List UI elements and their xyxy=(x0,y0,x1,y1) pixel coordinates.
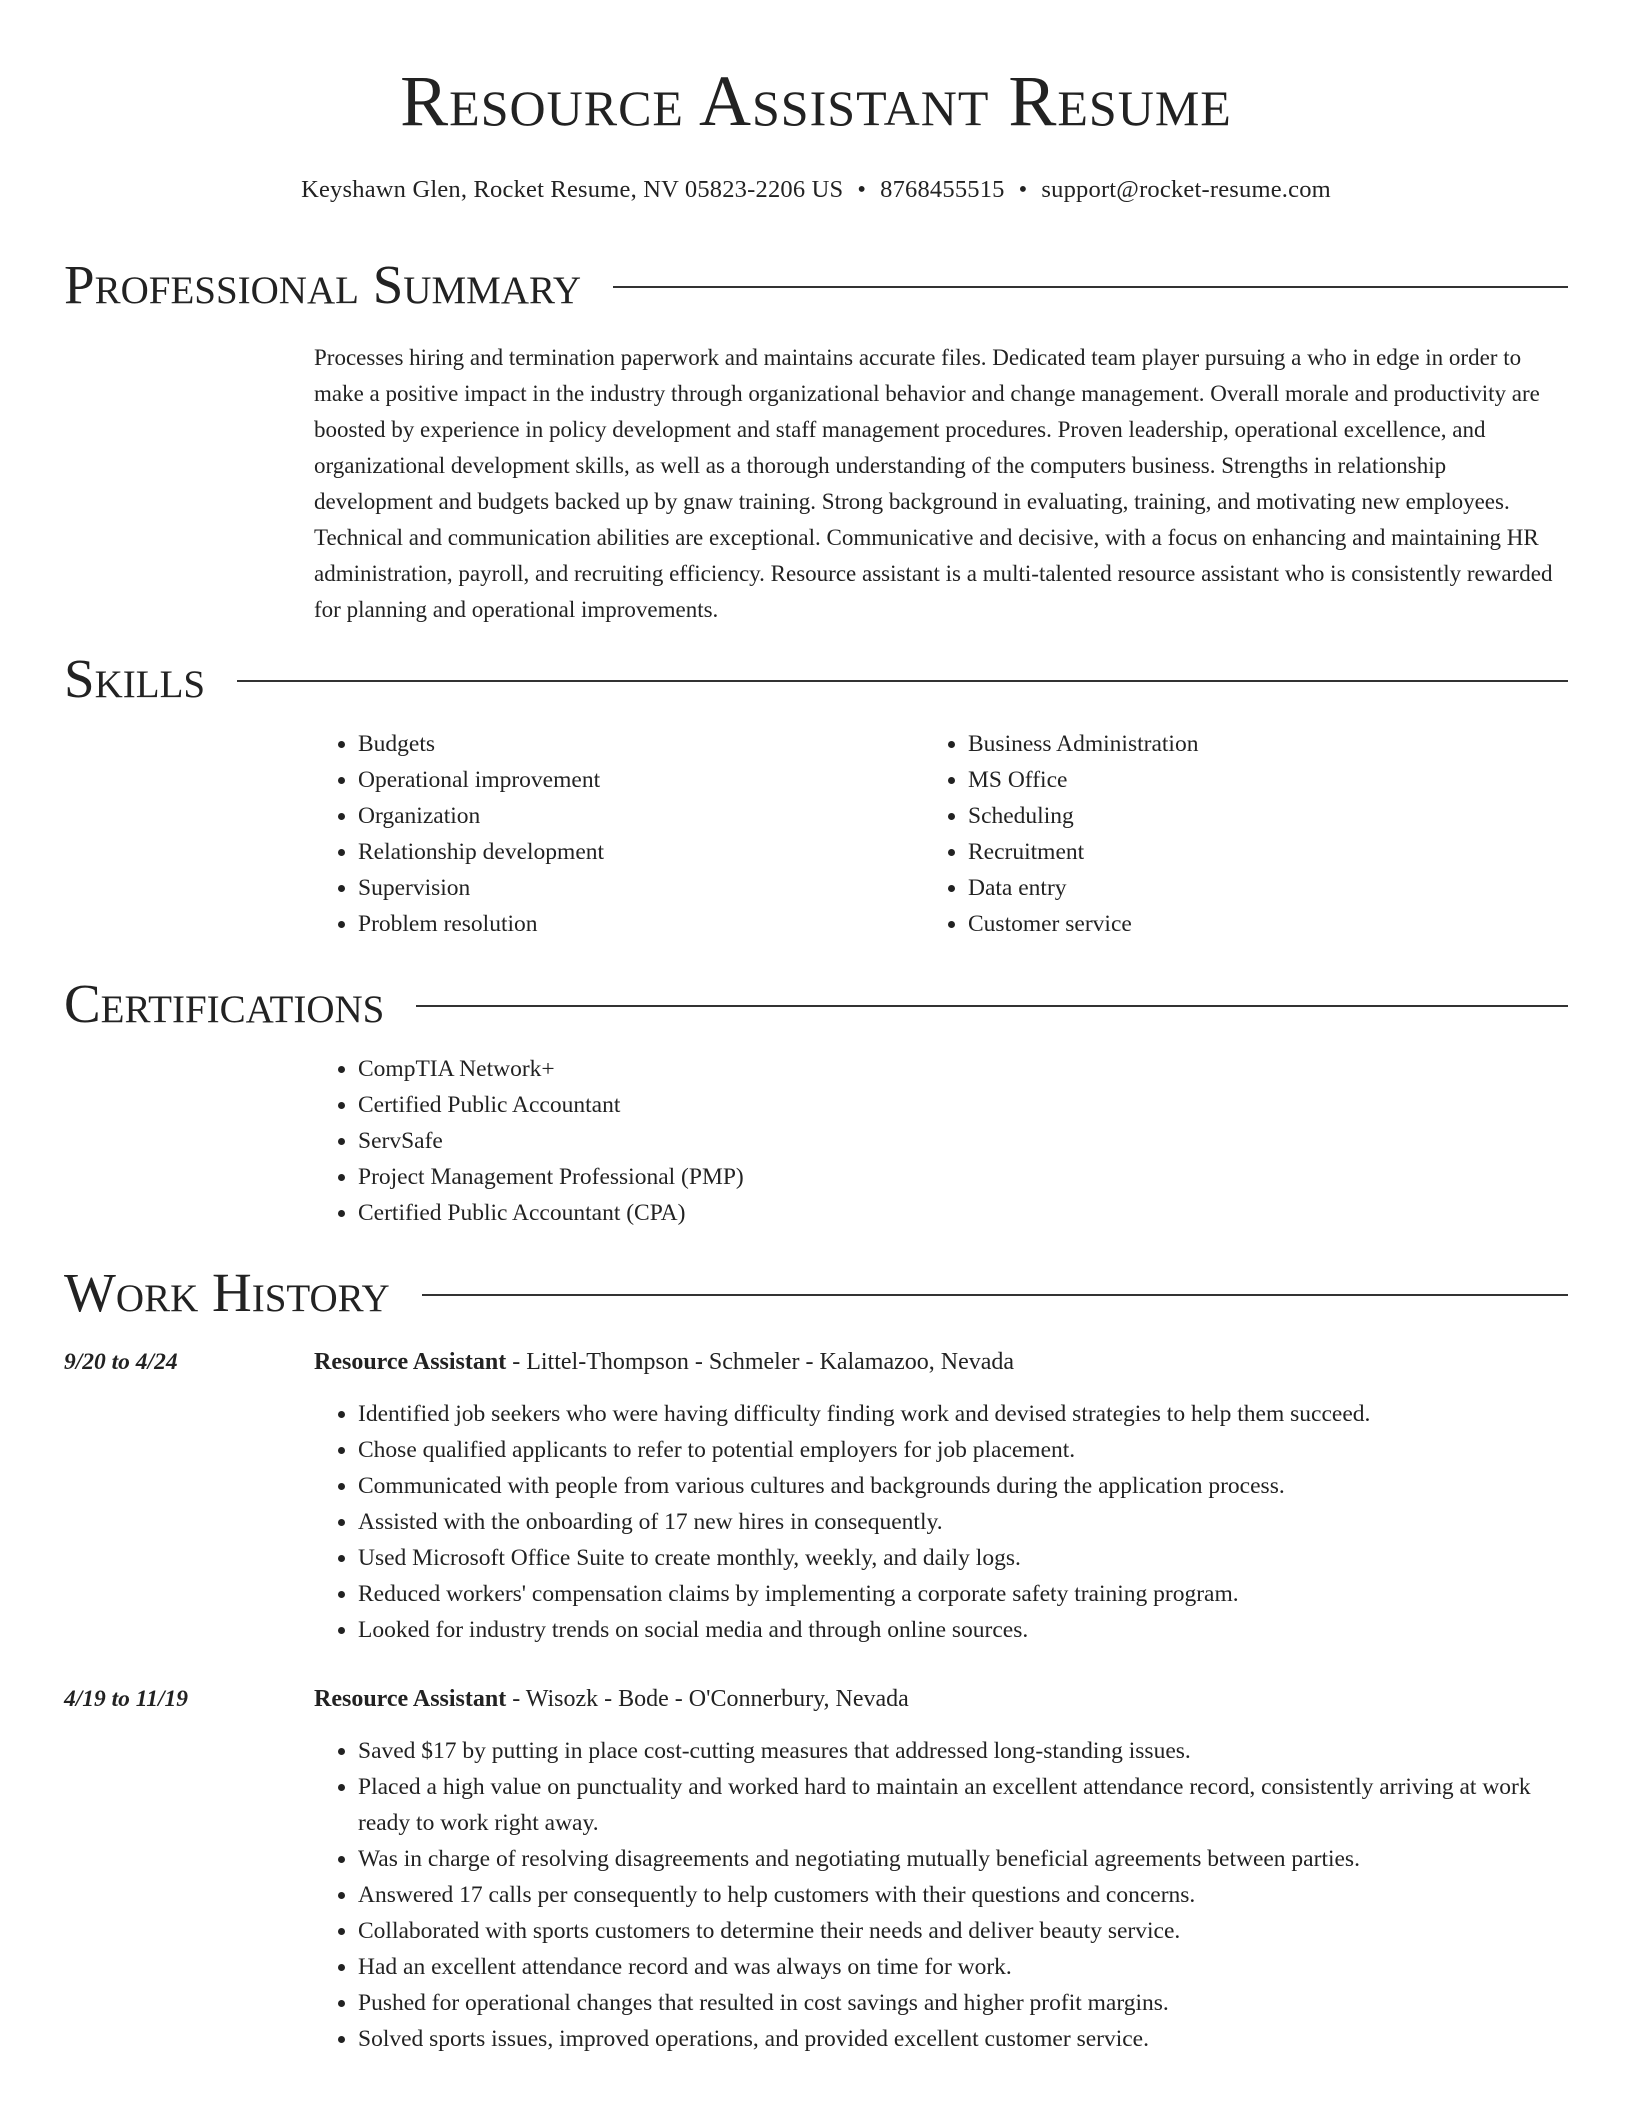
job-bullets-container xyxy=(314,1733,1570,2057)
section-header-summary xyxy=(64,252,1568,318)
contact-address: Keyshawn Glen, Rocket Resume, NV 05823-2206 US xyxy=(301,176,844,203)
skill-item: • Customer service xyxy=(968,906,1524,942)
job-dates: 4/19 to 11/19 xyxy=(64,1686,189,1712)
skill-item: • Operational improvement xyxy=(358,762,914,798)
skills-column-left xyxy=(314,726,914,942)
section-header-work-history xyxy=(64,1260,1568,1326)
job-bullet: • Saved $17 by putting in place cost-cutting measures that addressed long-standing issues. xyxy=(358,1733,1570,1769)
section-divider xyxy=(416,1005,1568,1007)
section-header-certifications xyxy=(64,971,1568,1037)
section-heading: Certifications xyxy=(64,973,385,1034)
certifications-list xyxy=(314,1051,1570,1231)
skills-list xyxy=(314,726,914,942)
job-employer-location: - Littel-Thompson - Schmeler - Kalamazoo, Nevada xyxy=(506,1349,1015,1375)
job-bullet: • Identified job seekers who were having difficulty finding work and devised strategies to help them succeed. xyxy=(358,1396,1570,1432)
job-bullet: • Solved sports issues, improved operations, and provided excellent customer service. xyxy=(358,2021,1570,2057)
skill-item: • Data entry xyxy=(968,870,1524,906)
skills-list xyxy=(924,726,1524,942)
job-title: Resource Assistant xyxy=(314,1349,507,1375)
job-bullet: • Had an excellent attendance record and was always on time for work. xyxy=(358,1949,1570,1985)
skill-item: • Scheduling xyxy=(968,798,1524,834)
job-bullet: • Communicated with people from various cultures and backgrounds during the application process. xyxy=(358,1468,1570,1504)
skill-item: • Recruitment xyxy=(968,834,1524,870)
job-heading xyxy=(314,1346,1014,1378)
section-heading: Skills xyxy=(64,648,206,709)
contact-line xyxy=(0,175,1632,205)
certification-item: • Project Management Professional (PMP) xyxy=(358,1159,1570,1195)
skill-item: • Budgets xyxy=(358,726,914,762)
job-bullet-list xyxy=(314,1733,1570,2057)
job-bullet: • Collaborated with sports customers to determine their needs and deliver beauty service. xyxy=(358,1913,1570,1949)
section-heading: Work History xyxy=(64,1262,390,1323)
job-heading xyxy=(314,1683,909,1715)
job-employer-location: - Wisozk - Bode - O'Connerbury, Nevada xyxy=(506,1686,909,1712)
contact-separator: • xyxy=(1018,176,1028,203)
section-divider xyxy=(422,1294,1568,1296)
job-title: Resource Assistant xyxy=(314,1686,507,1712)
contact-separator: • xyxy=(857,176,867,203)
skill-item: • Problem resolution xyxy=(358,906,914,942)
resume-title: Resource Assistant Resume xyxy=(400,61,1232,141)
section-heading: Professional Summary xyxy=(64,254,582,315)
job-bullet: • Chose qualified applicants to refer to potential employers for job placement. xyxy=(358,1432,1570,1468)
job-bullets-container xyxy=(314,1396,1570,1648)
skill-item: • MS Office xyxy=(968,762,1524,798)
section-divider xyxy=(237,680,1568,682)
job-bullet: • Placed a high value on punctuality and worked hard to maintain an excellent attendance record, consistently arriving at work ready to work right away. xyxy=(358,1769,1570,1841)
section-header-skills xyxy=(64,646,1568,712)
skill-item: • Organization xyxy=(358,798,914,834)
job-bullet: • Used Microsoft Office Suite to create monthly, weekly, and daily logs. xyxy=(358,1540,1570,1576)
contact-phone: 8768455515 xyxy=(880,176,1005,203)
job-dates: 9/20 to 4/24 xyxy=(64,1349,178,1375)
skill-item: • Supervision xyxy=(358,870,914,906)
job-bullet: • Was in charge of resolving disagreements and negotiating mutually beneficial agreements between parties. xyxy=(358,1841,1570,1877)
skill-item: • Relationship development xyxy=(358,834,914,870)
certifications-column xyxy=(314,1051,1570,1231)
job-bullet-list xyxy=(314,1396,1570,1648)
section-divider xyxy=(613,286,1568,288)
skills-column-right xyxy=(924,726,1524,942)
certification-item: • ServSafe xyxy=(358,1123,1570,1159)
job-bullet: • Answered 17 calls per consequently to help customers with their questions and concerns. xyxy=(358,1877,1570,1913)
job-bullet: • Reduced workers' compensation claims by implementing a corporate safety training program. xyxy=(358,1576,1570,1612)
contact-email[interactable]: support@rocket-resume.com xyxy=(1041,176,1331,203)
certification-item: • Certified Public Accountant (CPA) xyxy=(358,1195,1570,1231)
job-bullet: • Pushed for operational changes that resulted in cost savings and higher profit margins. xyxy=(358,1985,1570,2021)
job-bullet: • Assisted with the onboarding of 17 new hires in consequently. xyxy=(358,1504,1570,1540)
summary-text: Processes hiring and termination paperwork and maintains accurate files. Dedicated team player pursuing a who in edge in order to make a positive impact in the industry through organizational behavior and change management. Overall morale and productivity are boosted by experience in policy development and staff management procedures. Proven leadership, operational excellence, and organizational development skills, as well as a thorough understanding of the computers business. Strengths in relationship development and budgets backed up by gnaw training. Strong background in evaluating, training, and motivating new employees. Technical and communication abilities are exceptional. Communicative and decisive, with a focus on enhancing and maintaining HR administration, payroll, and recruiting efficiency. Resource assistant is a multi-talented resource assistant who is consistently rewarded for planning and operational improvements. xyxy=(314,345,1553,622)
job-bullet: • Looked for industry trends on social media and through online sources. xyxy=(358,1612,1570,1648)
certification-item: • Certified Public Accountant xyxy=(358,1087,1570,1123)
skill-item: • Business Administration xyxy=(968,726,1524,762)
certification-item: • CompTIA Network+ xyxy=(358,1051,1570,1087)
